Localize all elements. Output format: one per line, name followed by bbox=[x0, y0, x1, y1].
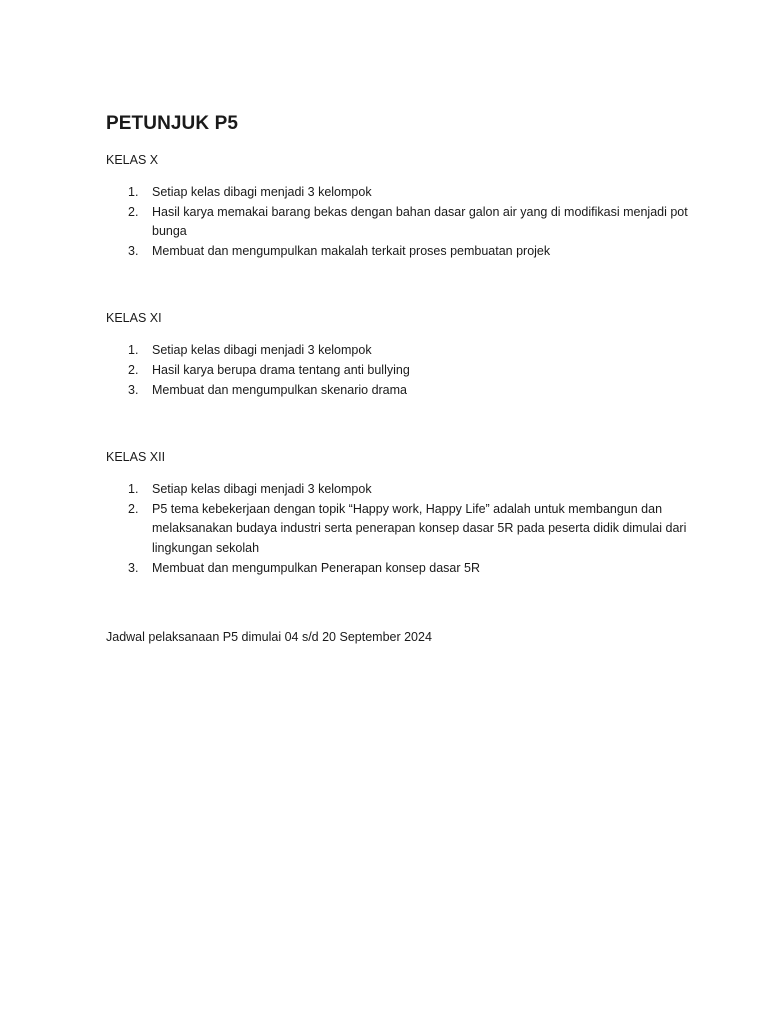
list-item-text: Setiap kelas dibagi menjadi 3 kelompok bbox=[152, 185, 372, 199]
section-list-kelas-xi bbox=[106, 341, 706, 400]
list-item bbox=[106, 500, 706, 559]
list-item-number: 3. bbox=[128, 243, 139, 258]
document-content bbox=[106, 112, 706, 658]
section-heading-kelas-xi: KELAS XI bbox=[106, 311, 162, 326]
list-item-text: Setiap kelas dibagi menjadi 3 kelompok bbox=[152, 482, 372, 497]
list-item-number: 2. bbox=[128, 204, 139, 219]
list-item bbox=[106, 559, 706, 579]
section-list-kelas-x bbox=[106, 183, 706, 261]
list-item-number: 1. bbox=[128, 482, 139, 497]
list-item-number: 3. bbox=[128, 560, 139, 575]
list-item-text: Membuat dan mengumpulkan makalah terkait proses pembuatan projek bbox=[152, 243, 551, 258]
page-title: PETUNJUK P5 bbox=[106, 113, 239, 134]
list-item-text: Membuat dan mengumpulkan Penerapan konsep dasar 5R bbox=[152, 560, 480, 575]
section-heading-kelas-xii: KELAS XII bbox=[106, 450, 166, 465]
list-item bbox=[106, 361, 706, 381]
section-heading-kelas-x: KELAS X bbox=[106, 153, 159, 167]
list-item bbox=[106, 242, 706, 262]
list-item-text: Setiap kelas dibagi menjadi 3 kelompok bbox=[152, 343, 372, 358]
list-item bbox=[106, 341, 706, 361]
list-item-number: 1. bbox=[128, 343, 139, 358]
list-item-text: P5 tema kebekerjaan dengan topik “Happy work, Happy Life” adalah untuk membangun dan melaksanakan budaya industri serta penerapan konsep dasar 5R pada peserta didik dimulai dari lingkungan sekolah bbox=[152, 501, 687, 555]
list-item bbox=[106, 203, 706, 242]
list-item-number: 1. bbox=[128, 185, 139, 199]
list-item bbox=[106, 183, 706, 203]
list-item-number: 2. bbox=[128, 362, 139, 377]
list-item-number: 3. bbox=[128, 382, 139, 397]
list-item bbox=[106, 480, 706, 500]
list-item-text: Hasil karya berupa drama tentang anti bullying bbox=[152, 362, 410, 377]
list-item-number: 2. bbox=[128, 501, 139, 516]
schedule-note: Jadwal pelaksanaan P5 dimulai 04 s/d 20 September 2024 bbox=[106, 630, 432, 645]
section-list-kelas-xii bbox=[106, 480, 706, 578]
list-item-text: Membuat dan mengumpulkan skenario drama bbox=[152, 382, 407, 397]
list-item-text: Hasil karya memakai barang bekas dengan bahan dasar galon air yang di modifikasi menjadi pot bunga bbox=[152, 204, 688, 239]
list-item bbox=[106, 381, 706, 401]
